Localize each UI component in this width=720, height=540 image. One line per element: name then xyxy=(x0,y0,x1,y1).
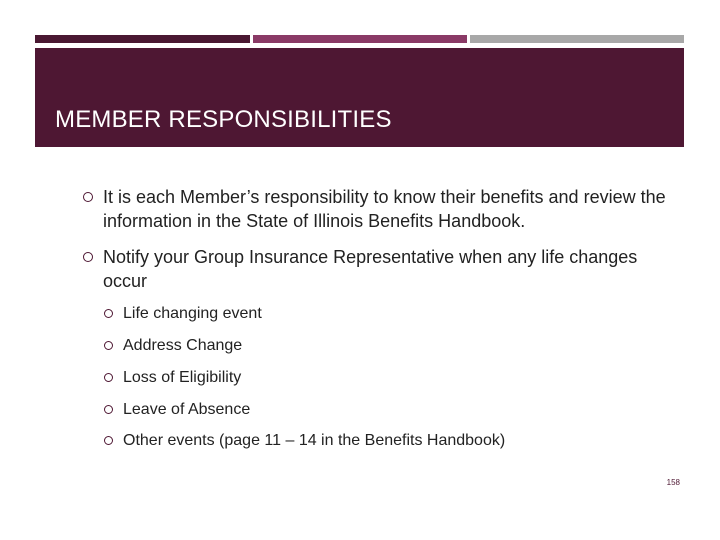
sub-bullet-item xyxy=(104,304,664,324)
sub-bullet-text: Other events (page 11 – 14 in the Benefits Handbook) xyxy=(123,432,506,449)
hollow-circle-icon xyxy=(104,309,113,318)
page-number: 158 xyxy=(666,478,680,487)
bullet-item xyxy=(83,185,683,233)
sub-bullet-text: Leave of Absence xyxy=(123,401,251,418)
sub-bullet-text: Address Change xyxy=(123,337,243,354)
hollow-circle-icon xyxy=(83,192,93,202)
sub-bullet-item xyxy=(104,336,664,356)
sub-bullet-item xyxy=(104,400,664,420)
hollow-circle-icon xyxy=(83,252,93,262)
sub-bullet-item xyxy=(104,431,664,451)
hollow-circle-icon xyxy=(104,436,113,445)
slide-title: MEMBER RESPONSIBILITIES xyxy=(55,106,392,133)
sub-bullet-item xyxy=(104,368,664,388)
hollow-circle-icon xyxy=(104,373,113,382)
bullet-text: Notify your Group Insurance Representative when any life changes occur xyxy=(103,247,638,291)
sub-bullet-text: Loss of Eligibility xyxy=(123,369,242,386)
sub-bullet-text: Life changing event xyxy=(123,305,262,322)
hollow-circle-icon xyxy=(104,405,113,414)
hollow-circle-icon xyxy=(104,341,113,350)
bullet-item xyxy=(83,245,683,293)
bullet-text: It is each Member’s responsibility to know their benefits and review the information in the State of Illinois Benefits Handbook. xyxy=(103,187,666,231)
